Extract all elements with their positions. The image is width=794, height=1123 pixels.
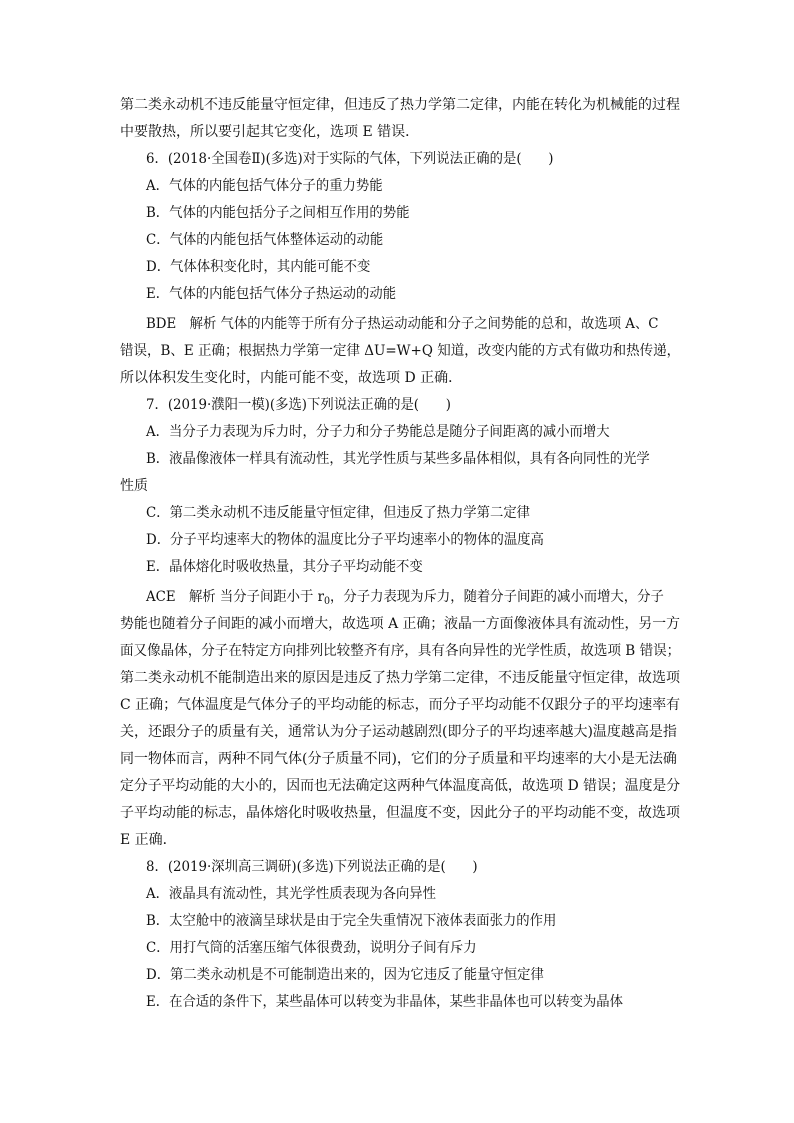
question-7-option-a: A．当分子力表现为斥力时，分子力和分子势能总是随分子间距离的减小而增大 (146, 424, 610, 440)
text-line: 面又像晶体，分子在特定方向排列比较整齐有序，具有各向异性的光学性质，故选项 B 错误； (120, 643, 681, 659)
question-7-option-d: D．分子平均速率大的物体的温度比分子平均速率小的物体的温度高 (146, 532, 544, 548)
question-6-option-d: D．气体体积变化时，其内能可能不变 (146, 259, 371, 275)
question-6-option-c: C．气体的内能包括气体整体运动的动能 (146, 232, 384, 248)
text-line: 定分子平均动能的大小的，因而也无法确定这两种气体温度高低，故选项 D 错误；温度是分 (120, 778, 681, 794)
question-6-stem: 6．(2018·全国卷Ⅱ)(多选)对于实际的气体，下列说法正确的是( ) (146, 151, 554, 167)
question-8-option-a: A．液晶具有流动性，其光学性质表现为各向异性 (146, 886, 436, 902)
question-8-option-d: D．第二类永动机是不可能制造出来的，因为它违反了能量守恒定律 (146, 967, 544, 983)
text-line: 第二类永动机不违反能量守恒定律，但违反了热力学第二定律，内能在转化为机械能的过程 (120, 97, 680, 113)
question-6-answer: BDE 解析 气体的内能等于所有分子热运动动能和分子之间势能的总和，故选项 A、C (146, 316, 659, 332)
question-7-stem: 7．(2019·濮阳一模)(多选)下列说法正确的是( ) (146, 397, 451, 413)
text-line: 错误，B、E 正确；根据热力学第一定律 ΔU=W+Q 知道，改变内能的方式有做功和热传递， (120, 343, 681, 359)
question-8-option-c: C．用打气筒的活塞压缩气体很费劲，说明分子间有斥力 (146, 940, 477, 956)
question-8-option-e: E．在合适的条件下，某些晶体可以转变为非晶体，某些非晶体也可以转变为晶体 (146, 994, 624, 1010)
question-6-option-e: E．气体的内能包括气体分子热运动的动能 (146, 286, 397, 302)
question-7-option-b: B．液晶像液体一样具有流动性，其光学性质与某些多晶体相似，具有各向同性的光学 (146, 451, 650, 467)
text-line: 第二类永动机不能制造出来的原因是违反了热力学第二定律，不违反能量守恒定律，故选项 (120, 670, 680, 686)
question-7-answer: ACE 解析 当分子间距小于 $r_0$，分子力表现为斥力，随着分子间距的减小而增大，分子 (146, 589, 664, 607)
subscript: 0 (323, 596, 331, 607)
question-7-option-c: C．第二类永动机不违反能量守恒定律，但违反了热力学第二定律 (146, 505, 531, 521)
text-line: E 正确． (120, 832, 177, 848)
question-6-option-b: B．气体的内能包括分子之间相互作用的势能 (146, 205, 410, 221)
text-line: 所以体积发生变化时，内能可能不变，故选项 D 正确． (120, 370, 463, 386)
text-line: C 正确；气体温度是气体分子的平均动能的标志，而分子平均动能不仅跟分子的平均速率有 (120, 697, 681, 713)
question-8-stem: 8．(2019·深圳高三调研)(多选)下列说法正确的是( ) (146, 859, 478, 875)
text-line: 关，还跟分子的质量有关，通常认为分子运动越剧烈(即分子的平均速率越大)温度越高是指 (120, 724, 677, 740)
text-line: 性质 (120, 478, 148, 494)
question-6-option-a: A．气体的内能包括气体分子的重力势能 (146, 178, 383, 194)
text-line: 子平均动能的标志，晶体熔化时吸收热量，但温度不变，因此分子的平均动能不变，故选项 (120, 805, 680, 821)
text-line: 同一物体而言，两种不同气体(分子质量不同)，它们的分子质量和平均速率的大小是无法确 (120, 751, 677, 767)
question-7-option-e: E．晶体熔化时吸收热量，其分子平均动能不变 (146, 559, 423, 575)
text-line: 中要散热，所以要引起其它变化，选项 E 错误． (120, 124, 420, 140)
text-line: 势能也随着分子间距的减小而增大，故选项 A 正确；液晶一方面像液体具有流动性，另一方 (120, 616, 681, 632)
question-8-option-b: B．太空舱中的液滴呈球状是由于完全失重情况下液体表面张力的作用 (146, 913, 557, 929)
